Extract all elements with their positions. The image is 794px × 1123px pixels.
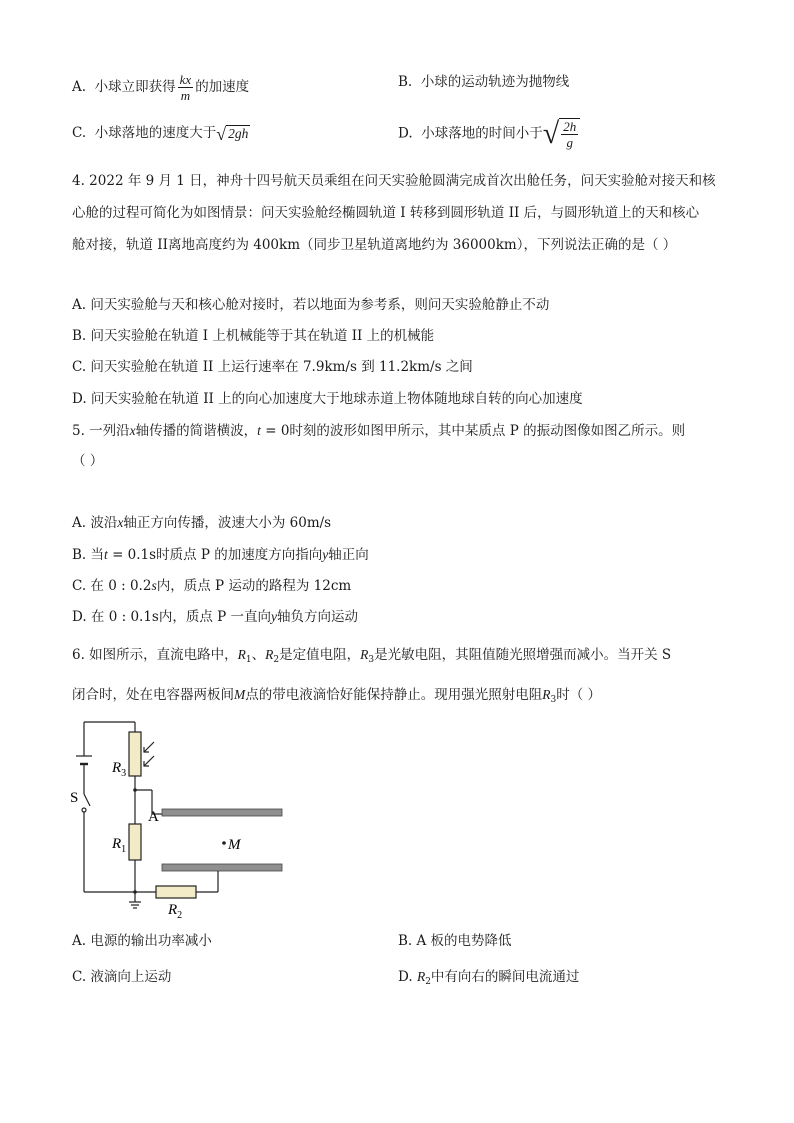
r3-resistor	[129, 732, 141, 776]
q6-option-b: B. A 板的电势降低	[398, 933, 512, 949]
q4-stem-line-2: 心舱的过程可简化为如图情景：问天实验舱经椭圆轨道 I 转移到圆形轨道 II 后，与圆形轨道上的天和核心	[72, 205, 700, 221]
fraction-kx-over-m: $\frac{kx}{m}$	[179, 72, 192, 103]
sqrt-2gh: √ 2gh	[216, 123, 249, 144]
r3-label: $R_3$	[112, 760, 127, 779]
sqrt-2h-over-g: √ $\frac{2h}{g}$	[543, 118, 580, 150]
q5-option-b: B. 当t = 0.1s时质点 P 的加速度方向指向y轴正向	[72, 547, 369, 563]
q3-option-c: C. 小球落地的速度大于√ 2gh	[72, 123, 249, 144]
q4-option-b: B. 问天实验舱在轨道 I 上机械能等于其在轨道 II 上的机械能	[72, 328, 435, 344]
m-label: M	[228, 837, 241, 853]
junction-dot-top	[133, 788, 137, 792]
switch-label: S	[70, 790, 79, 806]
r2-label: $R_2$	[168, 902, 183, 920]
q5-option-a: A. 波沿x轴正方向传播，波速大小为 60m/s	[72, 515, 332, 531]
q4-option-c: C. 问天实验舱在轨道 II 上运行速率在 7.9km/s 到 11.2km/s 之间	[72, 359, 473, 375]
switch-contact	[82, 808, 86, 812]
q6-option-d: D. $R_2$中有向右的瞬间电流通过	[398, 969, 580, 987]
q5-option-c: C. 在 0 : 0.2s内，质点 P 运动的路程为 12cm	[72, 578, 352, 594]
q5-stem-line-1: 5. 一列沿x轴传播的简谐横波，t = 0时刻的波形如图甲所示，其中某质点 P 的振动图像如图乙所示。则	[72, 423, 686, 439]
capacitor-plate-a	[162, 809, 282, 816]
light-arrow-1	[144, 742, 154, 752]
plate-a-label: A	[148, 809, 159, 825]
q4-option-d: D. 问天实验舱在轨道 II 上的向心加速度大于地球赤道上物体随地球自转的向心加速度	[72, 391, 583, 407]
q5-option-d: D. 在 0 : 0.1s内，质点 P 一直向y轴负方向运动	[72, 609, 359, 625]
droplet-m	[222, 841, 226, 845]
q6-option-c: C. 液滴向上运动	[72, 969, 172, 985]
q3-option-d: D. 小球落地的时间小于√ $\frac{2h}{g}$	[398, 118, 580, 150]
q4-stem-line-3: 舱对接，轨道 II离地高度约为 400km（同步卫星轨道离地约为 36000km），下列说法正确的是（ ）	[72, 237, 677, 253]
q3-option-a: A. 小球立即获得 $\frac{kx}{m}$ 的加速度	[72, 72, 250, 103]
q4-stem-line-1: 4. 2022 年 9 月 1 日，神舟十四号航天员乘组在问天实验舱圆满完成首次出舱任务，问天实验舱对接天和核	[72, 173, 716, 189]
r2-resistor	[156, 886, 196, 898]
switch-blade	[84, 794, 90, 806]
q6-stem-line-1: 6. 如图所示，直流电路中，$R_1$、$R_2$是定值电阻，$R_3$是光敏电阻，其阻值随光照增强而减小。当开关 S	[72, 647, 672, 665]
q3-option-b: B. 小球的运动轨迹为抛物线	[398, 74, 570, 90]
q5-stem-line-2: （ ）	[72, 453, 104, 469]
q4-option-a: A. 问天实验舱与天和核心舱对接时，若以地面为参考系，则问天实验舱静止不动	[72, 297, 550, 313]
q6-option-a: A. 电源的输出功率减小	[72, 933, 212, 949]
r1-label: $R_1$	[112, 836, 127, 855]
light-arrow-2	[144, 756, 154, 766]
r1-resistor	[129, 824, 141, 860]
circuit-diagram	[66, 720, 296, 920]
capacitor-plate-b	[162, 864, 282, 871]
q6-stem-line-2: 闭合时，处在电容器两板间M点的带电液滴恰好能保持静止。现用强光照射电阻$R_3$时（ ）	[72, 687, 602, 705]
junction-dot-bottom	[133, 890, 137, 894]
